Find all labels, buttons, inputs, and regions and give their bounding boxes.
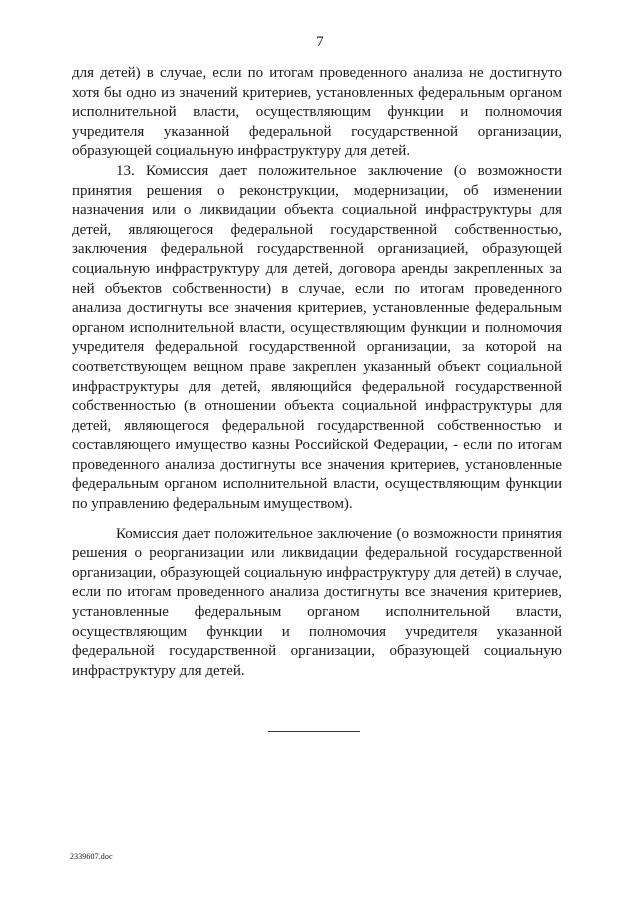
document-body [72, 64, 562, 681]
page-number: 7 [316, 34, 324, 50]
end-divider [268, 731, 360, 732]
paragraph-continuation: для детей) в случае, если по итогам проведенного анализа не достигнуто хотя бы одно из значений критериев, установленных федеральным органом исполнительной власти, осуществляющим функции и полномочия учредителя указанной федеральной государственной организации, образующей социальную инфраструктуру для детей. [72, 65, 562, 160]
paragraph-item-13: 13. Комиссия дает положительное заключение (о возможности принятия решения о реконструкции, модернизации, об изменении назначения или о ликвидации объекта социальной инфраструктуры для детей, являющегося федеральной государственной собственностью, заключения федеральной государственной организацией, образующей социальную инфраструктуру для детей, договора аренды закрепленных за ней объектов собственности) в случае, если по итогам проведенного анализа достигнуты все значения критериев, установленные федеральным органом исполнительной власти, осуществляющим функции и полномочия учредителя федеральной государственной организации, за которой на соответствующем вещном праве закреплен указанный объект социальной инфраструктуры для детей, являющийся федеральной государственной собственностью (в отношении объекта социальной инфраструктуры для детей, являющегося федеральной государственной собственностью и составляющего имущество казны Российской Федерации, - если по итогам проведенного анализа достигнуты все значения критериев, установленные федеральным органом исполнительной власти, осуществляющим функции по управлению федеральным имуществом). [72, 162, 562, 513]
paragraph-reorganization: Комиссия дает положительное заключение (о возможности принятия решения о реорганизации или ликвидации федеральной государственной организации, образующей социальную инфраструктуру для детей) в случае, если по итогам проведенного анализа достигнуты все значения критериев, установленные федеральным органом исполнительной власти, осуществляющим функции и полномочия учредителя указанной федеральной государственной организации, образующей социальную инфраструктуру для детей. [72, 525, 562, 679]
file-reference: 2339607.doc [70, 852, 113, 861]
